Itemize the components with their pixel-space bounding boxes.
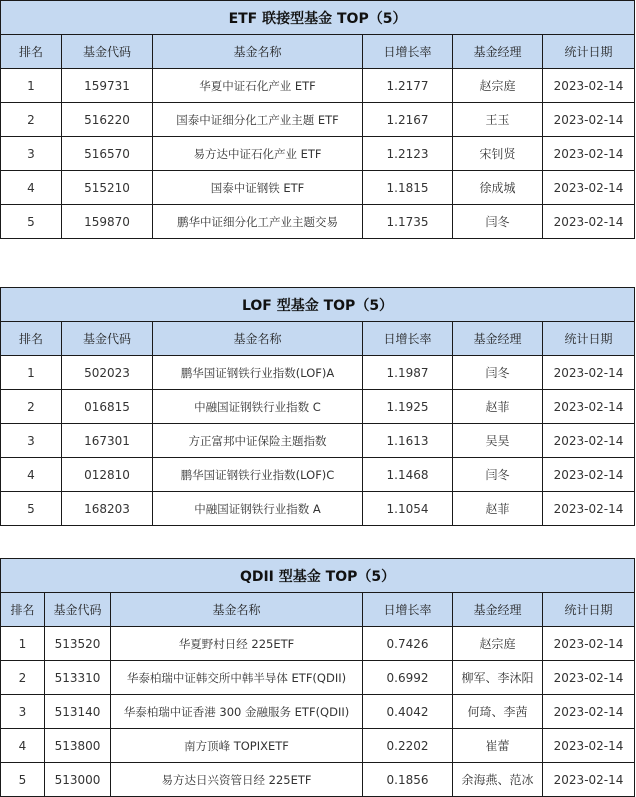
name-cell: 华夏中证石化产业 ETF [153,69,363,103]
name-cell: 易方达中证石化产业 ETF [153,137,363,171]
growth-cell: 0.1856 [363,763,453,797]
growth-cell: 1.2167 [363,103,453,137]
header-growth: 日增长率 [363,322,453,356]
manager-cell: 何琦、李茜 [453,695,543,729]
table-row [1,205,635,239]
name-cell: 鹏华国证钢铁行业指数(LOF)C [153,458,363,492]
growth-cell: 1.2177 [363,69,453,103]
date-cell: 2023-02-14 [543,356,635,390]
growth-cell: 1.1054 [363,492,453,526]
name-cell: 鹏华国证钢铁行业指数(LOF)A [153,356,363,390]
manager-cell: 宋钊贤 [453,137,543,171]
table-title: QDII 型基金 TOP（5） [1,559,635,593]
code-cell: 513520 [45,627,111,661]
code-cell: 168203 [62,492,153,526]
manager-cell: 吴昊 [453,424,543,458]
header-rank: 排名 [1,593,45,627]
date-cell: 2023-02-14 [543,137,635,171]
manager-cell: 徐成城 [453,171,543,205]
table-row [1,424,635,458]
name-cell: 方正富邦中证保险主题指数 [153,424,363,458]
manager-cell: 赵宗庭 [453,69,543,103]
code-cell: 516570 [62,137,153,171]
name-cell: 国泰中证细分化工产业主题 ETF [153,103,363,137]
header-manager: 基金经理 [453,593,543,627]
date-cell: 2023-02-14 [543,661,635,695]
name-cell: 国泰中证钢铁 ETF [153,171,363,205]
rank-cell: 5 [1,205,62,239]
header-rank: 排名 [1,322,62,356]
name-cell: 华泰柏瑞中证韩交所中韩半导体 ETF(QDII) [111,661,363,695]
code-cell: 159731 [62,69,153,103]
table-row [1,661,635,695]
qdii-fund-table [0,558,635,797]
date-cell: 2023-02-14 [543,205,635,239]
header-code: 基金代码 [45,593,111,627]
rank-cell: 5 [1,492,62,526]
code-cell: 513800 [45,729,111,763]
header-name: 基金名称 [153,322,363,356]
table-row [1,627,635,661]
name-cell: 华夏野村日经 225ETF [111,627,363,661]
rank-cell: 4 [1,729,45,763]
header-date: 统计日期 [543,322,635,356]
growth-cell: 1.1735 [363,205,453,239]
rank-cell: 4 [1,458,62,492]
header-manager: 基金经理 [453,35,543,69]
manager-cell: 余海燕、范冰 [453,763,543,797]
table-row [1,390,635,424]
code-cell: 516220 [62,103,153,137]
rank-cell: 5 [1,763,45,797]
date-cell: 2023-02-14 [543,492,635,526]
rank-cell: 2 [1,103,62,137]
date-cell: 2023-02-14 [543,695,635,729]
growth-cell: 1.2123 [363,137,453,171]
code-cell: 513000 [45,763,111,797]
header-code: 基金代码 [62,35,153,69]
code-cell: 159870 [62,205,153,239]
table-row [1,763,635,797]
date-cell: 2023-02-14 [543,458,635,492]
table-row [1,356,635,390]
name-cell: 中融国证钢铁行业指数 C [153,390,363,424]
rank-cell: 2 [1,390,62,424]
rank-cell: 1 [1,627,45,661]
table-row [1,695,635,729]
header-code: 基金代码 [62,322,153,356]
rank-cell: 2 [1,661,45,695]
header-manager: 基金经理 [453,322,543,356]
table-title: ETF 联接型基金 TOP（5） [1,1,635,35]
table-row [1,103,635,137]
table-row [1,69,635,103]
growth-cell: 0.4042 [363,695,453,729]
rank-cell: 1 [1,356,62,390]
rank-cell: 1 [1,69,62,103]
growth-cell: 0.2202 [363,729,453,763]
manager-cell: 闫冬 [453,356,543,390]
code-cell: 502023 [62,356,153,390]
header-date: 统计日期 [543,35,635,69]
manager-cell: 闫冬 [453,205,543,239]
growth-cell: 1.1613 [363,424,453,458]
date-cell: 2023-02-14 [543,171,635,205]
date-cell: 2023-02-14 [543,103,635,137]
header-growth: 日增长率 [363,35,453,69]
date-cell: 2023-02-14 [543,729,635,763]
code-cell: 012810 [62,458,153,492]
header-growth: 日增长率 [363,593,453,627]
rank-cell: 4 [1,171,62,205]
code-cell: 016815 [62,390,153,424]
rank-cell: 3 [1,137,62,171]
manager-cell: 王玉 [453,103,543,137]
date-cell: 2023-02-14 [543,763,635,797]
table-row [1,492,635,526]
code-cell: 513310 [45,661,111,695]
growth-cell: 1.1468 [363,458,453,492]
date-cell: 2023-02-14 [543,390,635,424]
rank-cell: 3 [1,695,45,729]
manager-cell: 闫冬 [453,458,543,492]
lof-fund-table [0,287,635,526]
growth-cell: 1.1925 [363,390,453,424]
date-cell: 2023-02-14 [543,69,635,103]
code-cell: 515210 [62,171,153,205]
header-name: 基金名称 [111,593,363,627]
etf-fund-table [0,0,635,239]
manager-cell: 赵菲 [453,492,543,526]
table-title: LOF 型基金 TOP（5） [1,288,635,322]
manager-cell: 柳军、李沐阳 [453,661,543,695]
name-cell: 鹏华中证细分化工产业主题交易 [153,205,363,239]
table-row [1,458,635,492]
growth-cell: 1.1815 [363,171,453,205]
name-cell: 南方顶峰 TOPIXETF [111,729,363,763]
code-cell: 167301 [62,424,153,458]
manager-cell: 崔蕾 [453,729,543,763]
growth-cell: 1.1987 [363,356,453,390]
table-row [1,137,635,171]
header-date: 统计日期 [543,593,635,627]
growth-cell: 0.6992 [363,661,453,695]
table-row [1,729,635,763]
name-cell: 华泰柏瑞中证香港 300 金融服务 ETF(QDII) [111,695,363,729]
growth-cell: 0.7426 [363,627,453,661]
manager-cell: 赵菲 [453,390,543,424]
table-row [1,171,635,205]
header-rank: 排名 [1,35,62,69]
rank-cell: 3 [1,424,62,458]
manager-cell: 赵宗庭 [453,627,543,661]
date-cell: 2023-02-14 [543,424,635,458]
header-name: 基金名称 [153,35,363,69]
date-cell: 2023-02-14 [543,627,635,661]
name-cell: 中融国证钢铁行业指数 A [153,492,363,526]
name-cell: 易方达日兴资管日经 225ETF [111,763,363,797]
code-cell: 513140 [45,695,111,729]
